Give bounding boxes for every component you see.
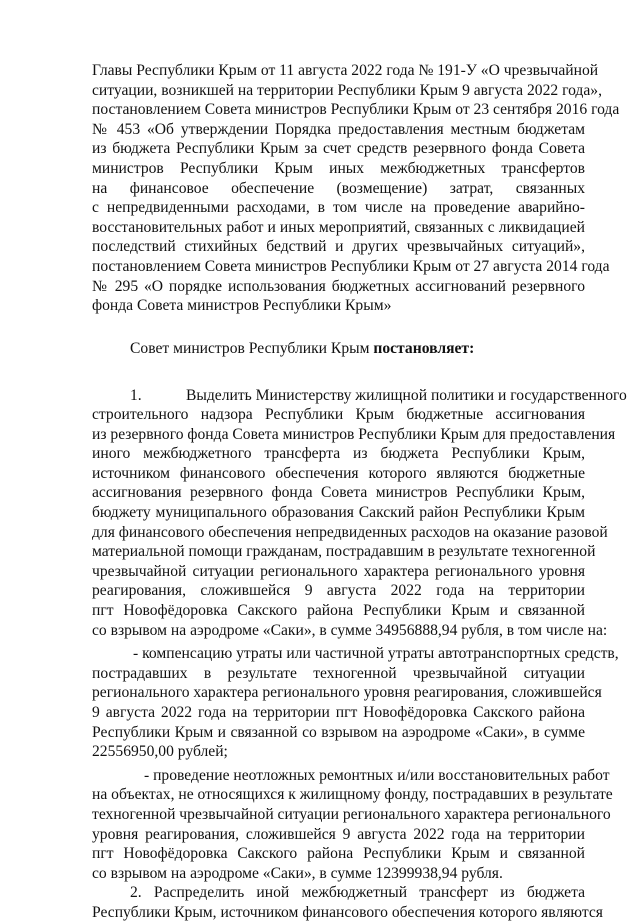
text-line: иного межбюджетного трансферта из бюджета Республики Крым,: [92, 445, 585, 463]
text-line: чрезвычайной ситуации регионального характера регионального уровня: [92, 562, 585, 580]
text-line: регионального характера регионального уровня реагирования, сложившейся: [92, 684, 602, 702]
resolve-text: Совет министров Республики Крым: [130, 340, 374, 358]
resolve-keyword: постановляет:: [373, 340, 475, 358]
text-line: 22556950,00 рублей;: [92, 743, 228, 761]
text-line: Республики Крым, источником финансового обеспечения которого являются: [92, 903, 603, 921]
text-line: - компенсацию утраты или частичной утраты автотранспортных средств,: [133, 645, 619, 663]
document-body: [92, 61, 627, 923]
paragraph-gap: [92, 359, 585, 379]
item-2: [92, 883, 603, 922]
text-line: - проведение неотложных ремонтных и/или восстановительных работ: [144, 766, 610, 784]
intro-paragraph: [92, 61, 620, 316]
text-line: со взрывом на аэродроме «Саки», в сумме 34956888,94 рубля, в том числе на:: [92, 621, 608, 639]
text-line: на финансовое обеспечение (возмещение) затрат, связанных: [92, 179, 585, 197]
text-line: для финансового обеспечения непредвиденных расходов на оказание разовой: [92, 523, 608, 541]
text-line: строительного надзора Республики Крым бюджетные ассигнования: [92, 406, 585, 424]
text-line: источником финансового обеспечения которого являются бюджетные: [92, 464, 585, 482]
item-1-number: 1.: [130, 386, 142, 404]
text-line: из резервного фонда Совета министров Республики Крым для предоставления: [92, 425, 616, 443]
text-line: фонда Совета министров Республики Крым»: [92, 297, 392, 315]
text-line: материальной помощи гражданам, пострадавшим в результате техногенной: [92, 543, 596, 561]
text-line: уровня реагирования, сложившейся 9 августа 2022 года на территории: [92, 825, 585, 843]
text-line: пгт Новофёдоровка Сакского района Республики Крым и связанной: [92, 845, 585, 863]
text-line: восстановительных работ и иных мероприятий, связанных с ликвидацией: [92, 218, 585, 236]
text-line: № 453 «Об утверждении Порядка предоставления местным бюджетам: [92, 120, 585, 138]
text-line: из бюджета Республики Крым за счет средств резервного фонда Совета: [92, 140, 585, 158]
text-line: Республики Крым и связанной со взрывом на аэродроме «Саки», в сумме: [92, 723, 585, 741]
text-line: пгт Новофёдоровка Сакского района Республики Крым и связанной: [92, 602, 585, 620]
text-line: последствий стихийных бедствий и других чрезвычайных ситуаций»,: [92, 238, 585, 256]
sub-item-2: [92, 766, 613, 884]
text-line: с непредвиденными расходами, в том числе на проведение аварийно-: [92, 199, 585, 217]
text-line: на объектах, не относящихся к жилищному фонду, пострадавших в результате: [92, 786, 613, 804]
text-line: ситуации, возникшей на территории Республики Крым 9 августа 2022 года»,: [92, 81, 602, 99]
paragraph-gap: [92, 316, 585, 336]
sub-item-1: [92, 644, 619, 762]
text-line: 2. Распределить иной межбюджетный трансферт из бюджета: [130, 884, 585, 902]
item-1: [92, 386, 627, 641]
paragraph-gap: [92, 379, 585, 386]
text-line: постановлением Совета министров Республики Крым от 23 сентября 2016 года: [92, 101, 620, 119]
text-line: реагирования, сложившейся 9 августа 2022 года на территории: [92, 582, 585, 600]
text-line: ассигнования резервного фонда Совета министров Республики Крым,: [92, 484, 585, 502]
text-line: со взрывом на аэродроме «Саки», в сумме 12399938,94 рубля.: [92, 864, 503, 882]
text-line: № 295 «О порядке использования бюджетных ассигнований резервного: [92, 277, 585, 295]
item-1-first-line: [92, 386, 627, 406]
text-line: техногенной чрезвычайной ситуации регионального характера регионального: [92, 805, 611, 823]
text-line: 9 августа 2022 года на территории пгт Новофёдоровка Сакского района: [92, 704, 585, 721]
text-line: бюджету муниципального образования Сакский район Республики Крым: [92, 504, 585, 522]
text-line: министров Республики Крым иных межбюджетных трансфертов: [92, 159, 585, 177]
text-line: постановлением Совета министров Республики Крым от 27 августа 2014 года: [92, 257, 610, 275]
text-line: пострадавших в результате техногенной чрезвычайной ситуации: [92, 664, 585, 682]
text-line: Выделить Министерству жилищной политики и государственного: [186, 386, 627, 404]
resolve-line: [92, 339, 585, 359]
text-line: Главы Республики Крым от 11 августа 2022 года № 191-У «О чрезвычайной: [92, 62, 599, 79]
